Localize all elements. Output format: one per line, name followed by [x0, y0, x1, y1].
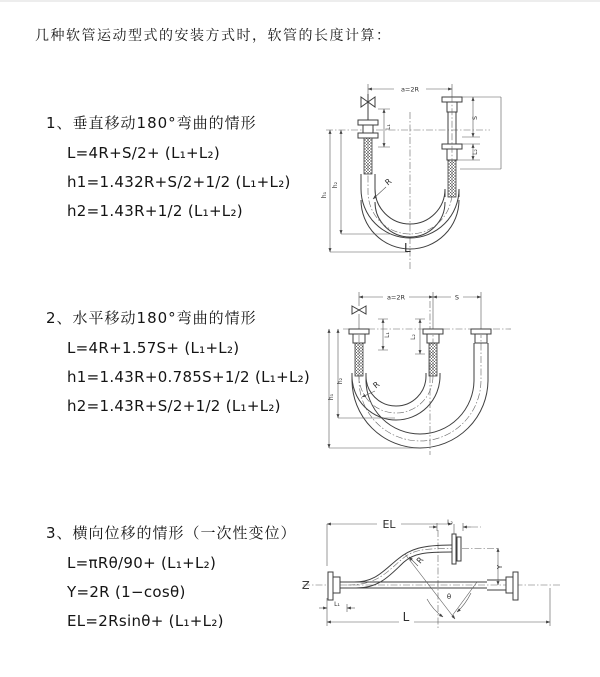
- section-1-heading: 1、垂直移动180°弯曲的情形: [46, 114, 257, 132]
- section-horizontal-movement: [46, 307, 310, 426]
- dim-label-l1: L₁: [334, 601, 340, 608]
- dim-label-a2r: a=2R: [386, 293, 406, 302]
- dim-label-l2: L₂: [472, 149, 479, 155]
- section-3-formula-length: L=πRθ/90+ (L₁+L₂): [67, 554, 217, 572]
- section-1-formula-h2: h2=1.43R+1/2 (L₁+L₂): [67, 202, 243, 220]
- hose-assembly: [328, 534, 518, 600]
- dim-label-l1: L₁: [384, 332, 391, 338]
- section-2-heading: 2、水平移动180°弯曲的情形: [46, 309, 257, 327]
- dim-label-h2: h₂: [337, 377, 344, 385]
- centerlines: [343, 301, 511, 455]
- dim-label-h1: h₁: [321, 191, 328, 199]
- centerlines: [303, 530, 563, 628]
- angle-label: θ: [446, 593, 452, 601]
- section-vertical-movement: [46, 112, 291, 231]
- dimensions: [321, 84, 501, 255]
- dim-label-h1: h₁: [328, 393, 335, 401]
- section-3-formula-el: EL=2Rsinθ+ (L₁+L₂): [67, 612, 224, 630]
- dim-label-a2r: a=2R: [400, 85, 420, 94]
- dimensions: [328, 293, 481, 448]
- radius-label: R: [371, 379, 382, 391]
- page-title: 几种软管运动型式的安装方式时，软管的长度计算：: [35, 28, 392, 44]
- length-label: L: [404, 241, 411, 255]
- dim-label-l1: L₁: [385, 124, 392, 130]
- length-label: L: [402, 610, 410, 624]
- section-lateral-displacement: [46, 522, 297, 641]
- section-2-formula-length: L=4R+1.57S+ (L₁+L₂): [67, 339, 240, 357]
- radius-label: R: [383, 176, 394, 188]
- diagram-horizontal-180-bend: [325, 285, 575, 465]
- dim-label-l2: L₂: [447, 519, 453, 526]
- dim-label-s: S: [472, 116, 479, 120]
- section-1-formula-h1: h1=1.432R+S/2+1/2 (L₁+L₂): [67, 173, 291, 191]
- valve-icon: [352, 306, 366, 314]
- section-3-formula-y: Y=2R (1−cosθ): [67, 583, 186, 601]
- radius-label: R: [414, 555, 426, 566]
- dim-label-y: Y: [496, 564, 504, 570]
- braided-hose-section: [448, 160, 456, 197]
- hose-assembly: [349, 292, 491, 448]
- section-2-formula-h2: h2=1.43R+S/2+1/2 (L₁+L₂): [67, 397, 281, 415]
- dim-label-el: EL: [382, 518, 396, 531]
- dim-label-s: S: [454, 293, 460, 302]
- diagram-lateral-displacement: [300, 500, 595, 660]
- diagram-vertical-180-bend: [320, 80, 590, 275]
- section-1-formula-length: L=4R+S/2+ (L₁+L₂): [67, 144, 221, 162]
- section-3-heading: 3、横向位移的情形（一次性变位）: [46, 524, 297, 542]
- section-2-formula-h1: h1=1.43R+0.785S+1/2 (L₁+L₂): [67, 368, 311, 386]
- dim-label-h2: h₂: [332, 181, 339, 189]
- dim-label-l2: L₂: [410, 334, 417, 340]
